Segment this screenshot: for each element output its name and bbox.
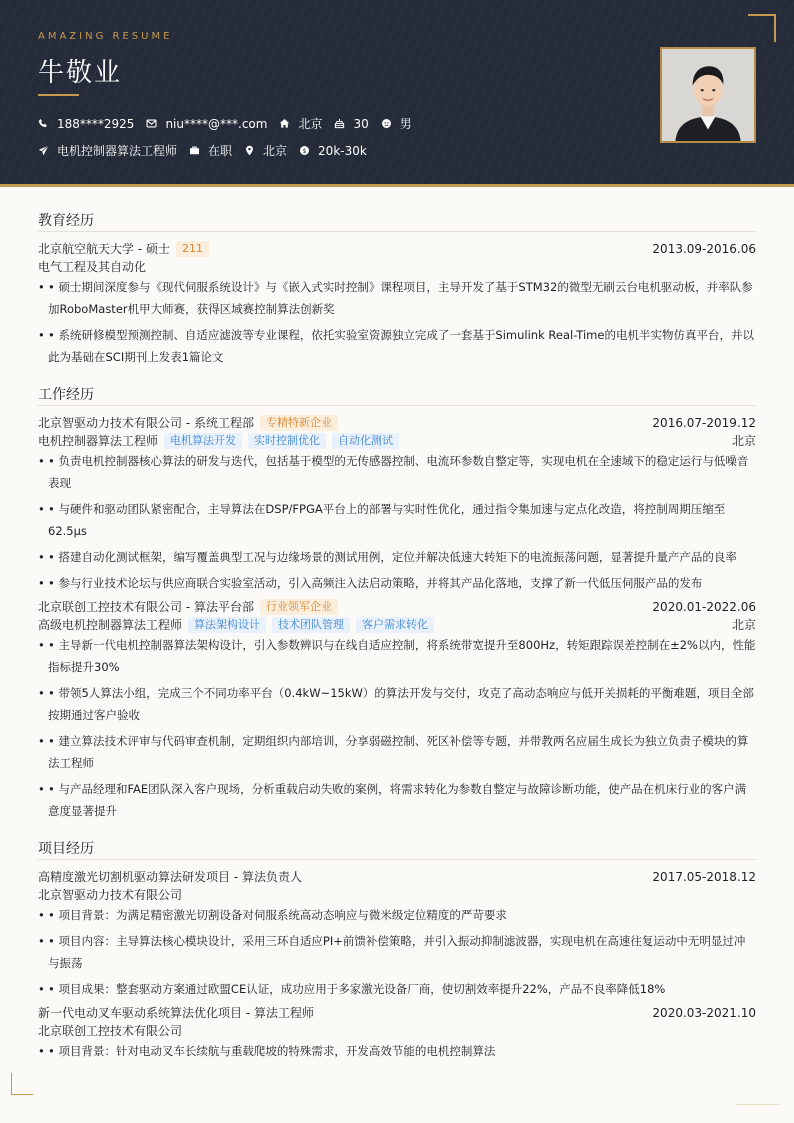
contact-city (279, 115, 322, 132)
resume-body (38, 210, 756, 1078)
list-item: • • 带领5人算法小组，完成三个不同功率平台（0.4kW~15kW）的算法开发与交付，攻克了高动态响应与低开关损耗的平衡难题，项目全部按期通过客户验收 (38, 682, 756, 726)
header-divider (0, 184, 794, 187)
email-text: niu****@***.com (165, 116, 268, 131)
home-icon (279, 118, 290, 129)
work-item (38, 414, 756, 594)
salary-icon (299, 145, 310, 156)
phone-text: 188****2925 (57, 116, 135, 131)
work-bullets (38, 450, 756, 594)
svg-text:$: $ (302, 147, 307, 155)
education-section (38, 210, 756, 368)
intent-salary (299, 144, 367, 158)
project-item (38, 1004, 756, 1062)
list-item: • • 建立算法技术评审与代码审查机制，定期组织内部培训，分享弱磁控制、死区补偿等专题，并带教两名应届生成长为独立负责子模块的算法工程师 (38, 730, 756, 774)
send-icon (38, 145, 49, 156)
intent-position (38, 142, 177, 159)
intent-city-text: 北京 (263, 144, 288, 158)
gender-text: 男 (399, 117, 412, 131)
list-item: • • 项目背景：针对电动叉车长续航与重载爬坡的特殊需求，开发高效节能的电机控制算法 (38, 1040, 756, 1062)
skill-tag: 客户需求转化 (356, 617, 434, 633)
work-date: 2020.01-2022.06 (652, 600, 756, 614)
company-tag: 行业领军企业 (260, 599, 338, 615)
avatar (662, 49, 754, 141)
footer-divider (736, 1104, 780, 1105)
projects-section (38, 838, 756, 1062)
contact-row (38, 115, 424, 132)
education-date: 2013.09-2016.06 (652, 242, 756, 256)
profile-photo (660, 47, 756, 143)
list-item: • • 参与行业技术论坛与供应商联合实验室活动，引入高频注入法启动策略，并将其产品化落地，支撑了新一代低压伺服产品的发布 (38, 572, 756, 594)
education-header (38, 240, 756, 258)
intent-status (189, 142, 232, 159)
skill-tag: 自动化测试 (332, 433, 399, 449)
resume-header (0, 0, 794, 184)
project-date: 2017.05-2018.12 (652, 870, 756, 884)
contact-email (146, 117, 267, 131)
intent-city (244, 142, 287, 159)
job-intent-row (38, 142, 379, 159)
list-item: • • 负责电机控制器核心算法的研发与迭代，包括基于模型的无传感器控制、电流环参数自整定等，实现电机在全速域下的稳定运行与低噪音表现 (38, 450, 756, 494)
company-name: 北京智驱动力技术有限公司 - 系统工程部 (38, 416, 254, 430)
mail-icon (146, 118, 157, 129)
list-item: • • 搭建自动化测试框架，编写覆盖典型工况与边缘场景的测试用例，定位并解决低速大转矩下的电流振荡问题，显著提升量产产品的良率 (38, 546, 756, 568)
list-item: • • 硕士期间深度参与《现代伺服系统设计》与《嵌入式实时控制》课程项目，主导开发了基于STM32的微型无刷云台电机驱动板，并率队参加RoboMaster机甲大师赛，获得区域赛控制算法创新奖 (38, 276, 756, 320)
project-company: 北京联创工控技术有限公司 (38, 1024, 183, 1038)
section-title: 教育经历 (38, 210, 756, 232)
intent-position-text: 电机控制器算法工程师 (57, 144, 178, 158)
gender-icon (381, 118, 392, 129)
name-underline (38, 94, 79, 96)
work-city: 北京 (731, 618, 756, 632)
skill-tag: 算法架构设计 (188, 617, 266, 633)
corner-decoration (11, 1073, 33, 1095)
skill-tag: 技术团队管理 (272, 617, 350, 633)
intent-status-text: 在职 (208, 144, 233, 158)
school-name: 北京航空航天大学 - 硕士 (38, 242, 170, 256)
project-bullets (38, 1040, 756, 1062)
company-name: 北京联创工控技术有限公司 - 算法平台部 (38, 600, 254, 614)
major: 电气工程及其自动化 (38, 260, 147, 274)
intent-salary-text: 20k-30k (318, 143, 367, 158)
candidate-name: 牛敬业 (38, 58, 123, 88)
contact-age (334, 117, 368, 131)
project-date: 2020.03-2021.10 (652, 1006, 756, 1020)
skill-tag: 实时控制优化 (248, 433, 326, 449)
list-item: • • 系统研修模型预测控制、自适应滤波等专业课程，依托实验室资源独立完成了一套基于Simulink Real-Time的电机半实物仿真平台，并以此为基础在SCI期刊上发表1篇论文 (38, 324, 756, 368)
project-name: 高精度激光切割机驱动算法研发项目 - 算法负责人 (38, 870, 302, 884)
company-tag: 专精特新企业 (260, 415, 338, 431)
location-pin-icon (244, 145, 255, 156)
school-tag: 211 (176, 241, 209, 257)
cake-icon (334, 118, 345, 129)
contact-gender (381, 115, 412, 132)
project-bullets (38, 904, 756, 1000)
list-item: • • 与硬件和驱动团队紧密配合，主导算法在DSP/FPGA平台上的部署与实时性优化，通过指令集加速与定点化改造，将控制周期压缩至62.5μs (38, 498, 756, 542)
work-item (38, 598, 756, 822)
position-title: 电机控制器算法工程师 (38, 434, 159, 448)
work-section (38, 384, 756, 822)
list-item: • • 项目背景：为满足精密激光切割设备对伺服系统高动态响应与微米级定位精度的严苛要求 (38, 904, 756, 926)
contact-phone (38, 117, 134, 131)
project-company: 北京智驱动力技术有限公司 (38, 888, 183, 902)
list-item: • • 主导新一代电机控制器算法架构设计，引入参数辨识与在线自适应控制，将系统带宽提升至800Hz，转矩跟踪误差控制在±2%以内，性能指标提升30% (38, 634, 756, 678)
briefcase-icon (189, 145, 200, 156)
education-bullets (38, 276, 756, 368)
section-title: 项目经历 (38, 838, 756, 860)
position-title: 高级电机控制器算法工程师 (38, 618, 183, 632)
work-city: 北京 (731, 434, 756, 448)
resume-tagline: AMAZING RESUME (38, 31, 173, 42)
list-item: • • 项目内容：主导算法核心模块设计，采用三环自适应PI+前馈补偿策略，并引入振动抑制滤波器，实现电机在高速往复运动中无明显过冲与振荡 (38, 930, 756, 974)
work-bullets (38, 634, 756, 822)
corner-decoration (748, 14, 776, 42)
age-text: 30 (353, 116, 369, 131)
skill-tag: 电机算法开发 (164, 433, 242, 449)
city-text: 北京 (298, 117, 323, 131)
project-item (38, 868, 756, 1000)
section-title: 工作经历 (38, 384, 756, 406)
list-item: • • 项目成果：整套驱动方案通过欧盟CE认证，成功应用于多家激光设备厂商，使切割效率提升22%，产品不良率降低18% (38, 978, 756, 1000)
project-name: 新一代电动叉车驱动系统算法优化项目 - 算法工程师 (38, 1006, 314, 1020)
phone-icon (38, 118, 49, 129)
list-item: • • 与产品经理和FAE团队深入客户现场，分析重载启动失败的案例，将需求转化为参数自整定与故障诊断功能，使产品在机床行业的客户满意度显著提升 (38, 778, 756, 822)
work-date: 2016.07-2019.12 (652, 416, 756, 430)
